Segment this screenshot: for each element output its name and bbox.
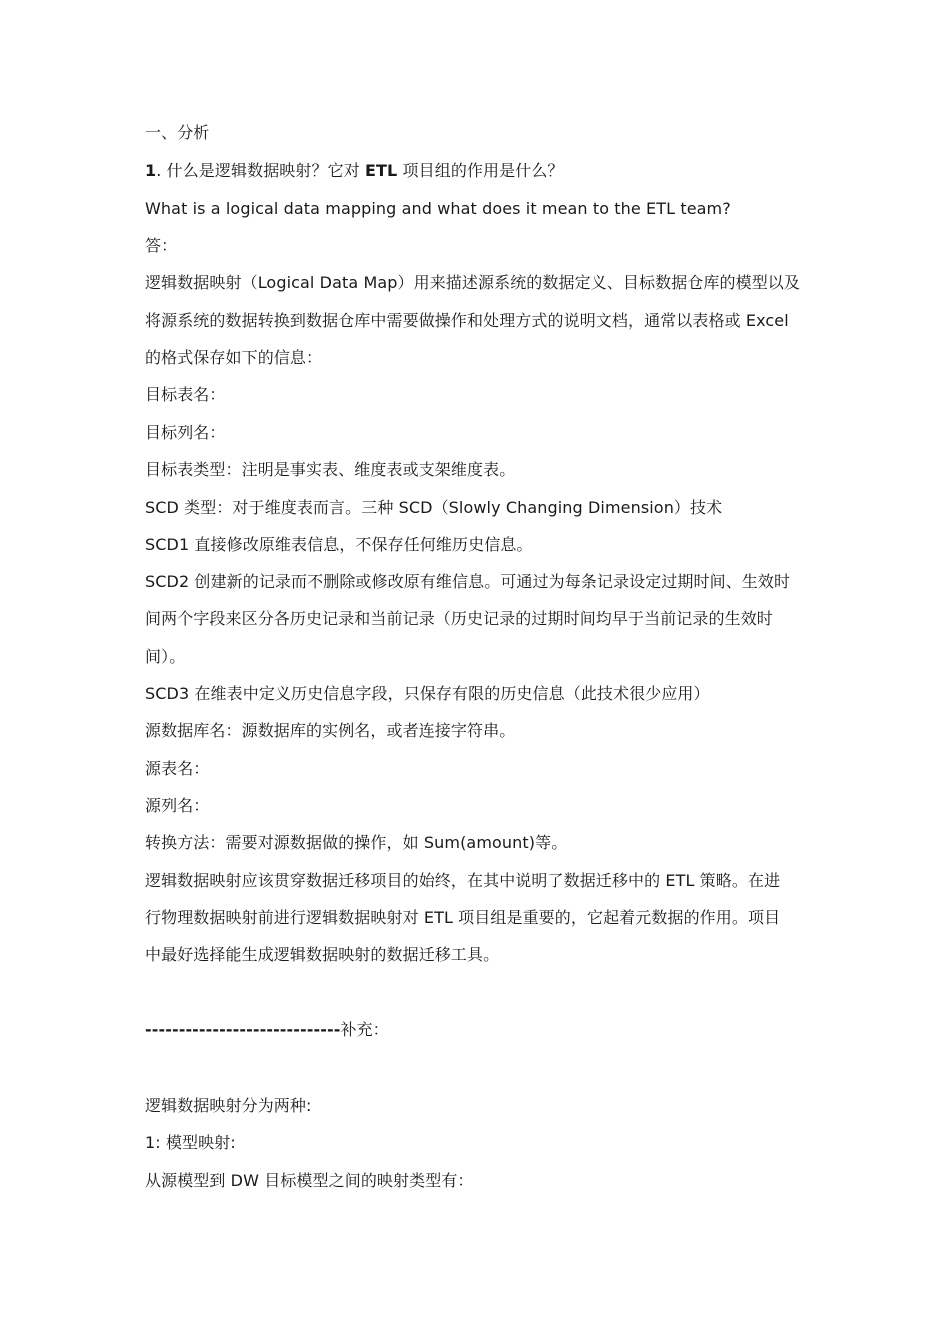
supplement-line: 逻辑数据映射分为两种: <box>145 1096 312 1115</box>
field-line: SCD 类型：对于维度表而言。三种 SCD（Slowly Changing Dimension）技术 <box>145 498 723 517</box>
paragraph-line: 中最好选择能生成逻辑数据映射的数据迁移工具。 <box>145 945 500 964</box>
question-number: 1 <box>145 161 157 180</box>
question-1-english: What is a logical data mapping and what does it mean to the ETL team? <box>145 199 731 218</box>
field-line: 源列名： <box>145 796 210 815</box>
paragraph-line: 的格式保存如下的信息： <box>145 348 323 367</box>
field-line: 间两个字段来区分各历史记录和当前记录（历史记录的过期时间均早于当前记录的生效时 <box>145 609 773 628</box>
supplement-heading <box>145 1019 815 1041</box>
field-line: 间）。 <box>145 647 186 666</box>
supplement-dashes: ----------------------------- <box>145 1020 341 1039</box>
paragraph-line: 将源系统的数据转换到数据仓库中需要做操作和处理方式的说明文档，通常以表格或 Excel <box>145 311 789 330</box>
field-line: 目标列名： <box>145 423 226 442</box>
question-text-b: 项目组的作用是什么？ <box>397 161 564 180</box>
answer-label: 答： <box>145 236 178 255</box>
field-line: SCD2 创建新的记录而不删除或修改原有维信息。可通过为每条记录设定过期时间、生效时 <box>145 572 791 591</box>
section-heading: 一、分析 <box>145 123 210 142</box>
supplement-line: 从源模型到 DW 目标模型之间的映射类型有： <box>145 1171 474 1190</box>
field-line: SCD1 直接修改原维表信息，不保存任何维历史信息。 <box>145 535 533 554</box>
question-text-a: . 什么是逻辑数据映射？它对 <box>156 161 365 180</box>
field-line: 源表名： <box>145 759 210 778</box>
field-line: 目标表名： <box>145 385 226 404</box>
field-line: 源数据库名：源数据库的实例名，或者连接字符串。 <box>145 721 516 740</box>
field-line: SCD3 在维表中定义历史信息字段，只保存有限的历史信息（此技术很少应用） <box>145 684 710 703</box>
question-1-heading <box>145 160 815 182</box>
supplement-line: 1: 模型映射: <box>145 1133 236 1152</box>
paragraph-line: 逻辑数据映射应该贯穿数据迁移项目的始终，在其中说明了数据迁移中的 ETL 策略。在进 <box>145 871 781 890</box>
supplement-label: 补充： <box>340 1020 389 1039</box>
field-line: 目标表类型：注明是事实表、维度表或支架维度表。 <box>145 460 516 479</box>
paragraph-line: 逻辑数据映射（Logical Data Map）用来描述源系统的数据定义、目标数据仓库的模型以及 <box>145 273 801 292</box>
question-etl: ETL <box>365 161 398 180</box>
paragraph-line: 行物理数据映射前进行逻辑数据映射对 ETL 项目组是重要的，它起着元数据的作用。项目 <box>145 908 781 927</box>
field-line: 转换方法：需要对源数据做的操作，如 Sum(amount)等。 <box>145 833 568 852</box>
